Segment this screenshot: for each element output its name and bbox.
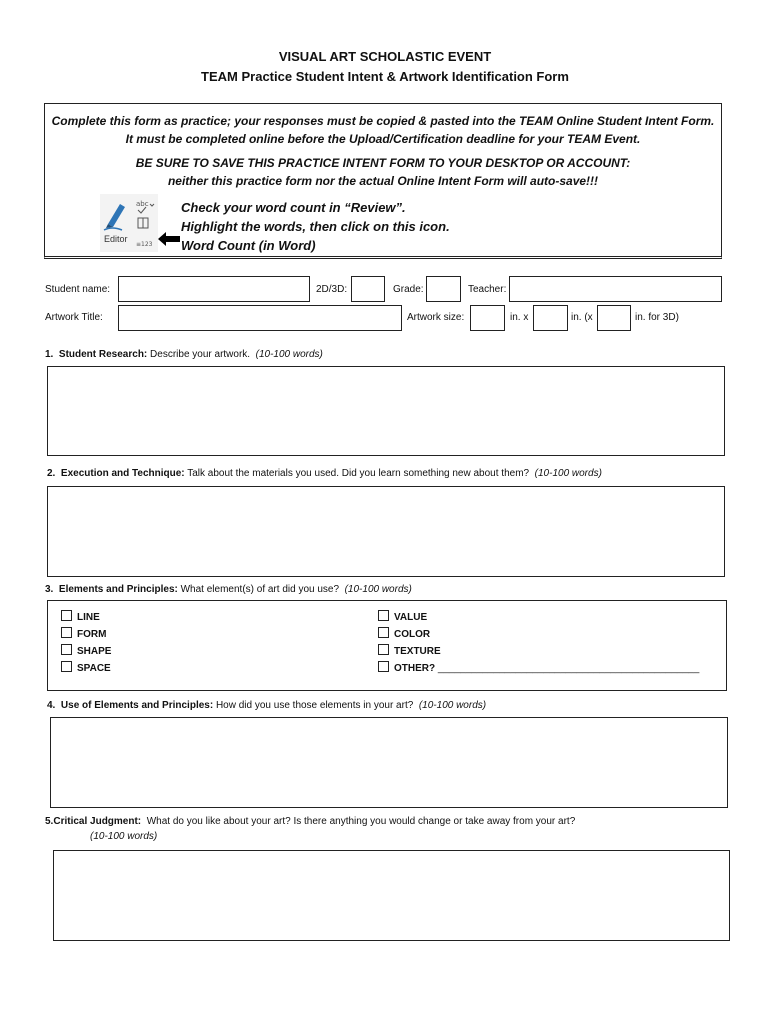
size-height-input[interactable]: [533, 305, 568, 331]
dimension-label: 2D/3D:: [316, 284, 348, 295]
question-number: 1.: [45, 349, 54, 360]
artwork-title-input[interactable]: [118, 305, 402, 331]
question-text: How did you use those elements in your art?: [213, 700, 414, 711]
checkbox-icon[interactable]: [61, 644, 72, 655]
question-5-word-limit: [90, 831, 157, 842]
checkbox-other[interactable]: OTHER? _______________________________________________: [378, 661, 699, 674]
question-2: [47, 468, 602, 479]
teacher-label: Teacher:: [468, 284, 507, 295]
question-number: 5.: [45, 816, 54, 827]
teacher-input[interactable]: [509, 276, 722, 302]
student-research-answer[interactable]: [47, 366, 725, 456]
question-1: [45, 349, 323, 360]
in-for-3d-label: in. for 3D): [635, 312, 679, 323]
svg-text:abc: abc: [136, 200, 149, 208]
question-number: 4.: [47, 700, 56, 711]
checkbox-line[interactable]: LINE: [61, 610, 100, 623]
question-text: Talk about the materials you used. Did you learn something new about them?: [184, 468, 530, 479]
question-number: 3.: [45, 584, 54, 595]
use-of-elements-answer[interactable]: [50, 717, 728, 808]
checkbox-icon[interactable]: [61, 610, 72, 621]
word-limit: (10-100 words): [418, 700, 487, 711]
artwork-title-label: Artwork Title:: [45, 312, 103, 323]
word-count-instruction: Check your word count in “Review”.: [181, 200, 406, 215]
question-5: [45, 816, 725, 827]
checkbox-shape[interactable]: SHAPE: [61, 644, 111, 657]
word-limit: (10-100 words): [344, 584, 412, 595]
question-heading: Use of Elements and Principles:: [60, 700, 214, 711]
checkbox-icon[interactable]: [378, 610, 389, 621]
checkbox-value[interactable]: VALUE: [378, 610, 427, 623]
word-count-instruction: Word Count (in Word): [181, 238, 316, 253]
in-x-label: in. x: [510, 312, 529, 323]
question-text: What do you like about your art? Is there anything you would change or take away from your art?: [143, 816, 576, 827]
word-count-instruction: Highlight the words, then click on this icon.: [181, 219, 450, 234]
question-4: [47, 700, 486, 711]
checkbox-icon[interactable]: [61, 627, 72, 638]
question-heading: Elements and Principles:: [58, 584, 178, 595]
dimension-input[interactable]: [351, 276, 385, 302]
form-subtitle: TEAM Practice Student Intent & Artwork Identification Form: [201, 69, 569, 84]
size-depth-input[interactable]: [597, 305, 631, 331]
checkbox-color[interactable]: COLOR: [378, 627, 430, 640]
checkbox-icon[interactable]: [378, 644, 389, 655]
instruction-line: Complete this form as practice; your responses must be copied & pasted into the TEAM Online Student Intent Form.: [51, 114, 715, 128]
question-text: Describe your artwork.: [147, 349, 251, 360]
checkbox-space[interactable]: SPACE: [61, 661, 111, 674]
question-number: 2.: [47, 468, 56, 479]
word-limit: (10-100 words): [255, 349, 323, 360]
artwork-size-label: Artwork size:: [407, 312, 465, 323]
size-width-input[interactable]: [470, 305, 505, 331]
checkbox-icon[interactable]: [61, 661, 72, 672]
svg-text:≡123: ≡123: [136, 241, 153, 248]
execution-technique-answer[interactable]: [47, 486, 725, 577]
in-paren-x-label: in. (x: [571, 312, 593, 323]
form-title: VISUAL ART SCHOLASTIC EVENT: [278, 49, 492, 64]
grade-label: Grade:: [393, 284, 424, 295]
editor-icon-label: Editor: [104, 234, 128, 244]
checkbox-icon[interactable]: [378, 661, 389, 672]
save-warning: BE SURE TO SAVE THIS PRACTICE INTENT FORM TO YOUR DESKTOP OR ACCOUNT:: [135, 156, 631, 170]
question-3: [45, 584, 412, 595]
elements-checklist: [47, 600, 727, 691]
instructions-box: [44, 103, 722, 259]
instruction-line: It must be completed online before the Upload/Certification deadline for your TEAM Event.: [125, 132, 641, 146]
student-name-input[interactable]: [118, 276, 310, 302]
question-heading: Execution and Technique:: [60, 468, 185, 479]
editor-pen-icon: [100, 194, 158, 252]
critical-judgment-answer[interactable]: [53, 850, 730, 941]
checkbox-icon[interactable]: [378, 627, 389, 638]
grade-input[interactable]: [426, 276, 461, 302]
word-limit: (10-100 words): [90, 831, 158, 842]
arrow-left-icon: [158, 232, 180, 251]
save-warning: neither this practice form nor the actual Online Intent Form will auto-save!!!: [167, 174, 599, 188]
checkbox-form[interactable]: FORM: [61, 627, 106, 640]
other-blank[interactable]: _______________________________________________: [437, 663, 700, 674]
question-heading: Critical Judgment:: [53, 816, 142, 827]
word-limit: (10-100 words): [534, 468, 602, 479]
question-heading: Student Research:: [58, 349, 148, 360]
question-text: What element(s) of art did you use?: [177, 584, 340, 595]
student-name-label: Student name:: [45, 284, 111, 295]
checkbox-texture[interactable]: TEXTURE: [378, 644, 441, 657]
